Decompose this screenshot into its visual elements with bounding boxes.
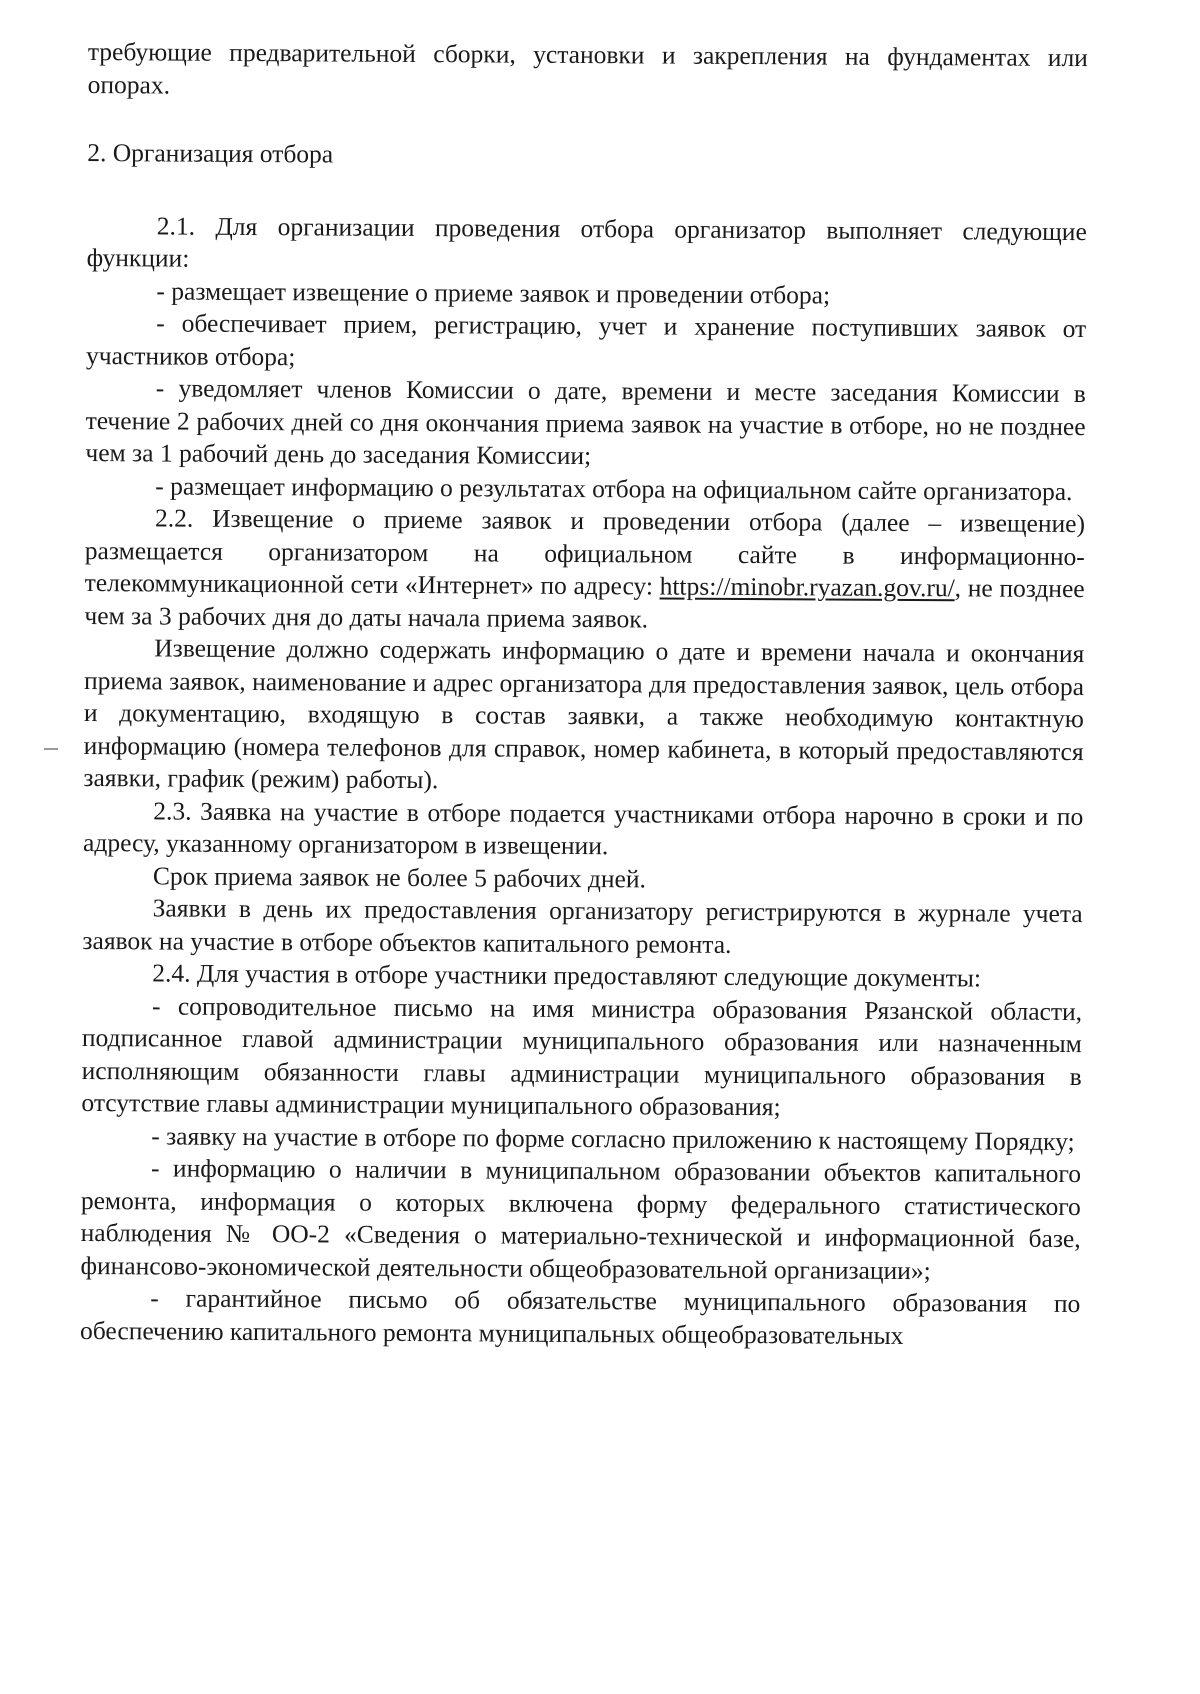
paragraph-register: Заявки в день их предоставления организатору регистрируются в журнале учета заявок на участие в отборе объектов капитального ремонта. [82, 893, 1083, 959]
function-item-4: - размещает информацию о результатах отбора на официальном сайте организатора. [155, 470, 1073, 506]
paragraph-2-2-text-after: , не позднее чем за 3 рабочих дня до даты начала приема заявок. [84, 573, 1085, 633]
intro-line: требующие предварительной сборки, установки и закрепления на фундаментах или опорах. [87, 36, 1088, 100]
paragraph-2-1: 2.1. Для организации проведения отбора организатор выполняет следующие функции: [86, 210, 1087, 273]
function-item-1: - размещает извещение о приеме заявок и проведении отбора; [156, 275, 831, 310]
scan-artifact-mark [44, 748, 58, 750]
function-item-2: - обеспечивает прием, регистрацию, учет и хранение поступивших заявок от участников отбора; [85, 308, 1087, 371]
document-item-2: - заявку на участие в отборе по форме согласно приложению к настоящему Порядку; [151, 1120, 1075, 1156]
function-item-3: - уведомляет членов Комиссии о дате, времени и месте заседания Комиссии в течение 2 рабочих дней со дня окончания приема заявок на участие в отборе, но не позднее чем за 1 рабочий день до заседания Комиссии; [85, 373, 1086, 471]
paragraph-2-4: 2.4. Для участия в отборе участники предоставляют следующие документы: [152, 958, 982, 993]
document-item-3: - информацию о наличии в муниципальном образовании объектов капитального ремонта, информация о которых включена форму федерального статистического наблюдения № ОО-2 «Сведения о материально-технической и информационной базе, финансово-экономической деятельности общеобразовательной организации»; [80, 1153, 1082, 1285]
document-item-4: - гарантийное письмо об обязательстве муниципального образования по обеспечению капитального ремонта муниципальных общеобразовательных [80, 1283, 1081, 1350]
paragraph-2-2-text-before: 2.2. Извещение о приеме заявок и проведении отбора (далее – извещение) размещается организатором на официальном сайте в информационно-телекоммуникационной сети «Интернет» по адресу: [84, 503, 1086, 601]
document-page [80, 36, 1088, 1353]
section-heading: 2. Организация отбора [87, 137, 334, 169]
paragraph-2-2 [84, 502, 1085, 638]
paragraph-2-3: 2.3. Заявка на участие в отборе подается участниками отбора нарочно в сроки и по адресу, указанному организатором в извещении. [82, 795, 1084, 861]
paragraph-term: Срок приема заявок не более 5 рабочих дней. [152, 860, 647, 893]
document-item-1: - сопроводительное письмо на имя министра образования Рязанской области, подписанное главой администрации муниципального образования или назначенным исполняющим обязанности главы администрации муниципального образования в отсутствие главы администрации муниципального образования; [81, 990, 1083, 1122]
paragraph-notice-contents: Извещение должно содержать информацию о дате и времени начала и окончания приема заявок, наименование и адрес организатора для предоставления заявок, цель отбора и документацию, входящую в состав заявки, а также необходимую контактную информацию (номера телефонов для справок, номер кабинета, в который предоставляются заявки, график (режим) работы). [83, 633, 1085, 795]
ministry-website-link[interactable]: https://minobr.ryazan.gov.ru/ [659, 571, 955, 603]
